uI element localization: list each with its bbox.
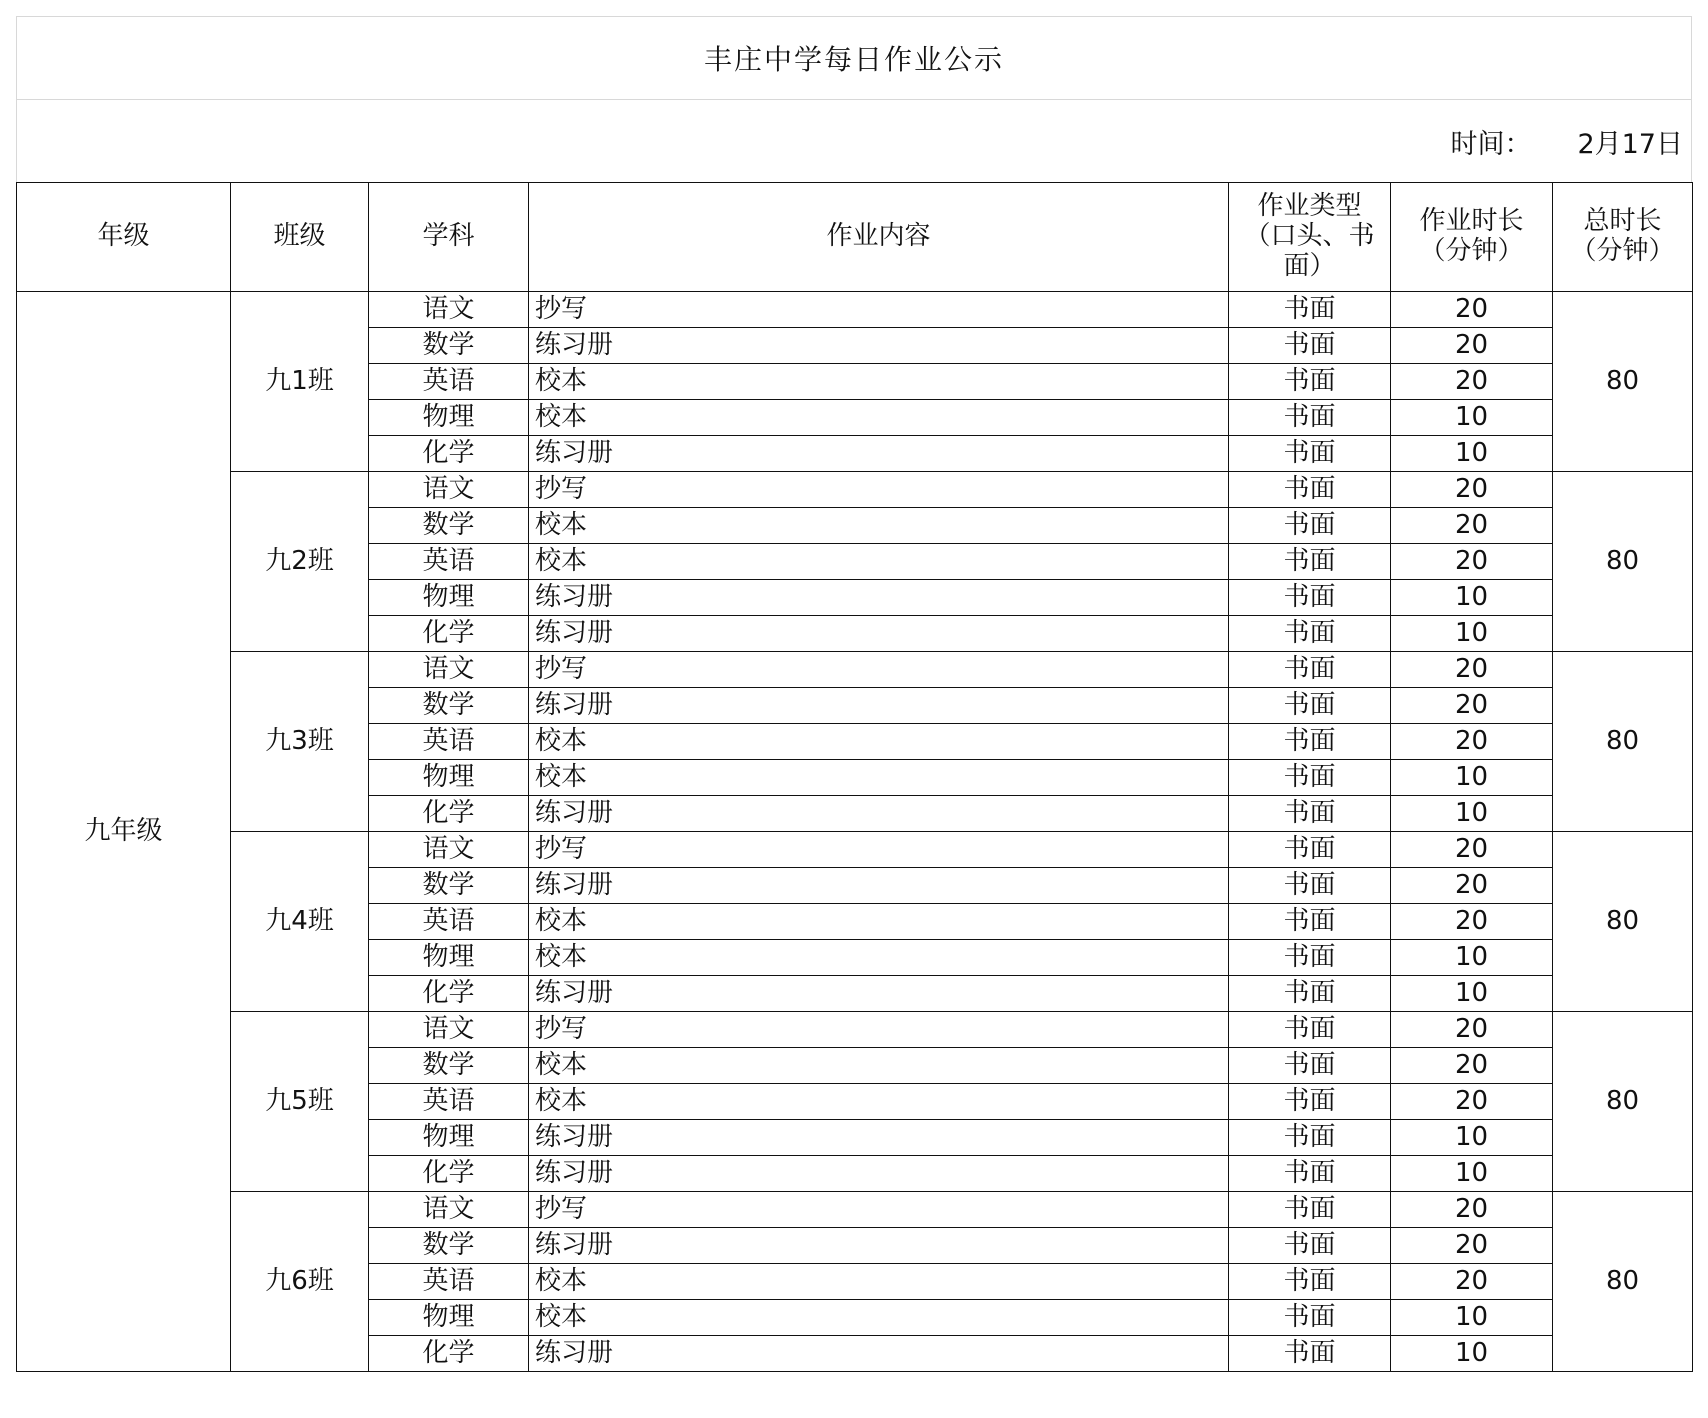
header-type-line3: 面） [1283,250,1336,281]
content-cell: 校本 [529,508,1229,544]
header-total [1553,183,1693,292]
grade-cell: 九年级 [17,292,231,1372]
content-cell: 练习册 [529,796,1229,832]
content-cell: 练习册 [529,580,1229,616]
type-cell: 书面 [1229,868,1391,904]
content-cell: 校本 [529,724,1229,760]
header-duration [1391,183,1553,292]
table-row [17,292,1693,328]
content-cell: 校本 [529,1300,1229,1336]
minutes-cell: 20 [1391,832,1553,868]
subject-cell: 英语 [369,724,529,760]
type-cell: 书面 [1229,832,1391,868]
minutes-cell: 20 [1391,688,1553,724]
header-subject: 学科 [369,183,529,292]
subject-cell: 数学 [369,328,529,364]
homework-table [16,182,1693,1372]
type-cell: 书面 [1229,508,1391,544]
type-cell: 书面 [1229,1264,1391,1300]
content-cell: 抄写 [529,652,1229,688]
minutes-cell: 20 [1391,1264,1553,1300]
header-grade: 年级 [17,183,231,292]
class-cell: 九5班 [231,1012,369,1192]
type-cell: 书面 [1229,328,1391,364]
type-cell: 书面 [1229,616,1391,652]
minutes-cell: 20 [1391,364,1553,400]
subject-cell: 数学 [369,868,529,904]
content-cell: 练习册 [529,616,1229,652]
minutes-cell: 10 [1391,940,1553,976]
total-cell: 80 [1553,652,1693,832]
content-cell: 练习册 [529,1336,1229,1372]
minutes-cell: 20 [1391,1048,1553,1084]
subject-cell: 化学 [369,1156,529,1192]
subject-cell: 语文 [369,472,529,508]
content-cell: 练习册 [529,976,1229,1012]
table-row [17,1012,1693,1048]
type-cell: 书面 [1229,724,1391,760]
date-value: 2月17日 [1577,128,1683,160]
type-cell: 书面 [1229,652,1391,688]
minutes-cell: 20 [1391,652,1553,688]
subject-cell: 语文 [369,652,529,688]
header-type-line2: （口头、书 [1244,221,1375,252]
minutes-cell: 10 [1391,1120,1553,1156]
class-cell: 九2班 [231,472,369,652]
type-cell: 书面 [1229,436,1391,472]
header-row [17,183,1693,292]
type-cell: 书面 [1229,1336,1391,1372]
type-cell: 书面 [1229,400,1391,436]
content-cell: 校本 [529,940,1229,976]
minutes-cell: 20 [1391,292,1553,328]
type-cell: 书面 [1229,904,1391,940]
content-cell: 抄写 [529,832,1229,868]
minutes-cell: 20 [1391,904,1553,940]
content-cell: 校本 [529,760,1229,796]
total-cell: 80 [1553,292,1693,472]
class-cell: 九1班 [231,292,369,472]
minutes-cell: 10 [1391,616,1553,652]
total-cell: 80 [1553,1192,1693,1372]
table-row [17,472,1693,508]
table-row [17,1192,1693,1228]
minutes-cell: 10 [1391,760,1553,796]
header-duration-line2: （分钟） [1419,236,1524,266]
minutes-cell: 20 [1391,1012,1553,1048]
header-total-line2: （分钟） [1570,236,1675,266]
content-cell: 练习册 [529,1156,1229,1192]
subject-cell: 数学 [369,688,529,724]
content-cell: 校本 [529,364,1229,400]
subject-cell: 英语 [369,904,529,940]
header-type-line1: 作业类型 [1257,191,1362,222]
type-cell: 书面 [1229,1084,1391,1120]
minutes-cell: 10 [1391,580,1553,616]
minutes-cell: 10 [1391,1336,1553,1372]
content-cell: 校本 [529,1264,1229,1300]
minutes-cell: 10 [1391,796,1553,832]
type-cell: 书面 [1229,1192,1391,1228]
content-cell: 抄写 [529,1192,1229,1228]
type-cell: 书面 [1229,292,1391,328]
subject-cell: 数学 [369,1228,529,1264]
minutes-cell: 20 [1391,472,1553,508]
header-total-line1: 总时长 [1583,206,1662,237]
subject-cell: 数学 [369,508,529,544]
type-cell: 书面 [1229,472,1391,508]
subject-cell: 数学 [369,1048,529,1084]
date-row [16,100,1692,182]
content-cell: 练习册 [529,688,1229,724]
minutes-cell: 10 [1391,1300,1553,1336]
subject-cell: 物理 [369,1120,529,1156]
content-cell: 校本 [529,1048,1229,1084]
type-cell: 书面 [1229,580,1391,616]
minutes-cell: 20 [1391,544,1553,580]
header-type [1229,183,1391,292]
subject-cell: 物理 [369,760,529,796]
content-cell: 抄写 [529,472,1229,508]
class-cell: 九6班 [231,1192,369,1372]
table-row [17,832,1693,868]
content-cell: 练习册 [529,1120,1229,1156]
total-cell: 80 [1553,832,1693,1012]
subject-cell: 语文 [369,1012,529,1048]
subject-cell: 语文 [369,1192,529,1228]
content-cell: 练习册 [529,328,1229,364]
homework-sheet [16,16,1692,1372]
type-cell: 书面 [1229,544,1391,580]
header-class: 班级 [231,183,369,292]
sheet-title: 丰庄中学每日作业公示 [703,43,1004,76]
subject-cell: 化学 [369,796,529,832]
minutes-cell: 20 [1391,868,1553,904]
type-cell: 书面 [1229,796,1391,832]
type-cell: 书面 [1229,1300,1391,1336]
minutes-cell: 20 [1391,1228,1553,1264]
table-body [17,292,1693,1372]
subject-cell: 英语 [369,544,529,580]
type-cell: 书面 [1229,940,1391,976]
type-cell: 书面 [1229,688,1391,724]
type-cell: 书面 [1229,1228,1391,1264]
subject-cell: 化学 [369,976,529,1012]
type-cell: 书面 [1229,1156,1391,1192]
date-label: 时间： [1450,128,1532,160]
minutes-cell: 20 [1391,1084,1553,1120]
minutes-cell: 20 [1391,1192,1553,1228]
type-cell: 书面 [1229,1120,1391,1156]
subject-cell: 语文 [369,292,529,328]
class-cell: 九4班 [231,832,369,1012]
content-cell: 抄写 [529,292,1229,328]
content-cell: 练习册 [529,868,1229,904]
type-cell: 书面 [1229,1012,1391,1048]
subject-cell: 物理 [369,400,529,436]
type-cell: 书面 [1229,760,1391,796]
minutes-cell: 10 [1391,1156,1553,1192]
subject-cell: 物理 [369,1300,529,1336]
minutes-cell: 20 [1391,508,1553,544]
minutes-cell: 10 [1391,976,1553,1012]
content-cell: 校本 [529,400,1229,436]
sheet-title-row [16,16,1692,100]
header-duration-line1: 作业时长 [1419,206,1524,237]
content-cell: 校本 [529,1084,1229,1120]
header-content: 作业内容 [529,183,1229,292]
type-cell: 书面 [1229,1048,1391,1084]
subject-cell: 英语 [369,364,529,400]
subject-cell: 英语 [369,1264,529,1300]
subject-cell: 物理 [369,940,529,976]
table-row [17,652,1693,688]
total-cell: 80 [1553,1012,1693,1192]
content-cell: 练习册 [529,436,1229,472]
content-cell: 练习册 [529,1228,1229,1264]
minutes-cell: 10 [1391,400,1553,436]
minutes-cell: 20 [1391,328,1553,364]
type-cell: 书面 [1229,976,1391,1012]
subject-cell: 化学 [369,616,529,652]
total-cell: 80 [1553,472,1693,652]
type-cell: 书面 [1229,364,1391,400]
content-cell: 抄写 [529,1012,1229,1048]
subject-cell: 物理 [369,580,529,616]
subject-cell: 化学 [369,436,529,472]
minutes-cell: 20 [1391,724,1553,760]
class-cell: 九3班 [231,652,369,832]
minutes-cell: 10 [1391,436,1553,472]
content-cell: 校本 [529,904,1229,940]
subject-cell: 语文 [369,832,529,868]
content-cell: 校本 [529,544,1229,580]
subject-cell: 化学 [369,1336,529,1372]
subject-cell: 英语 [369,1084,529,1120]
